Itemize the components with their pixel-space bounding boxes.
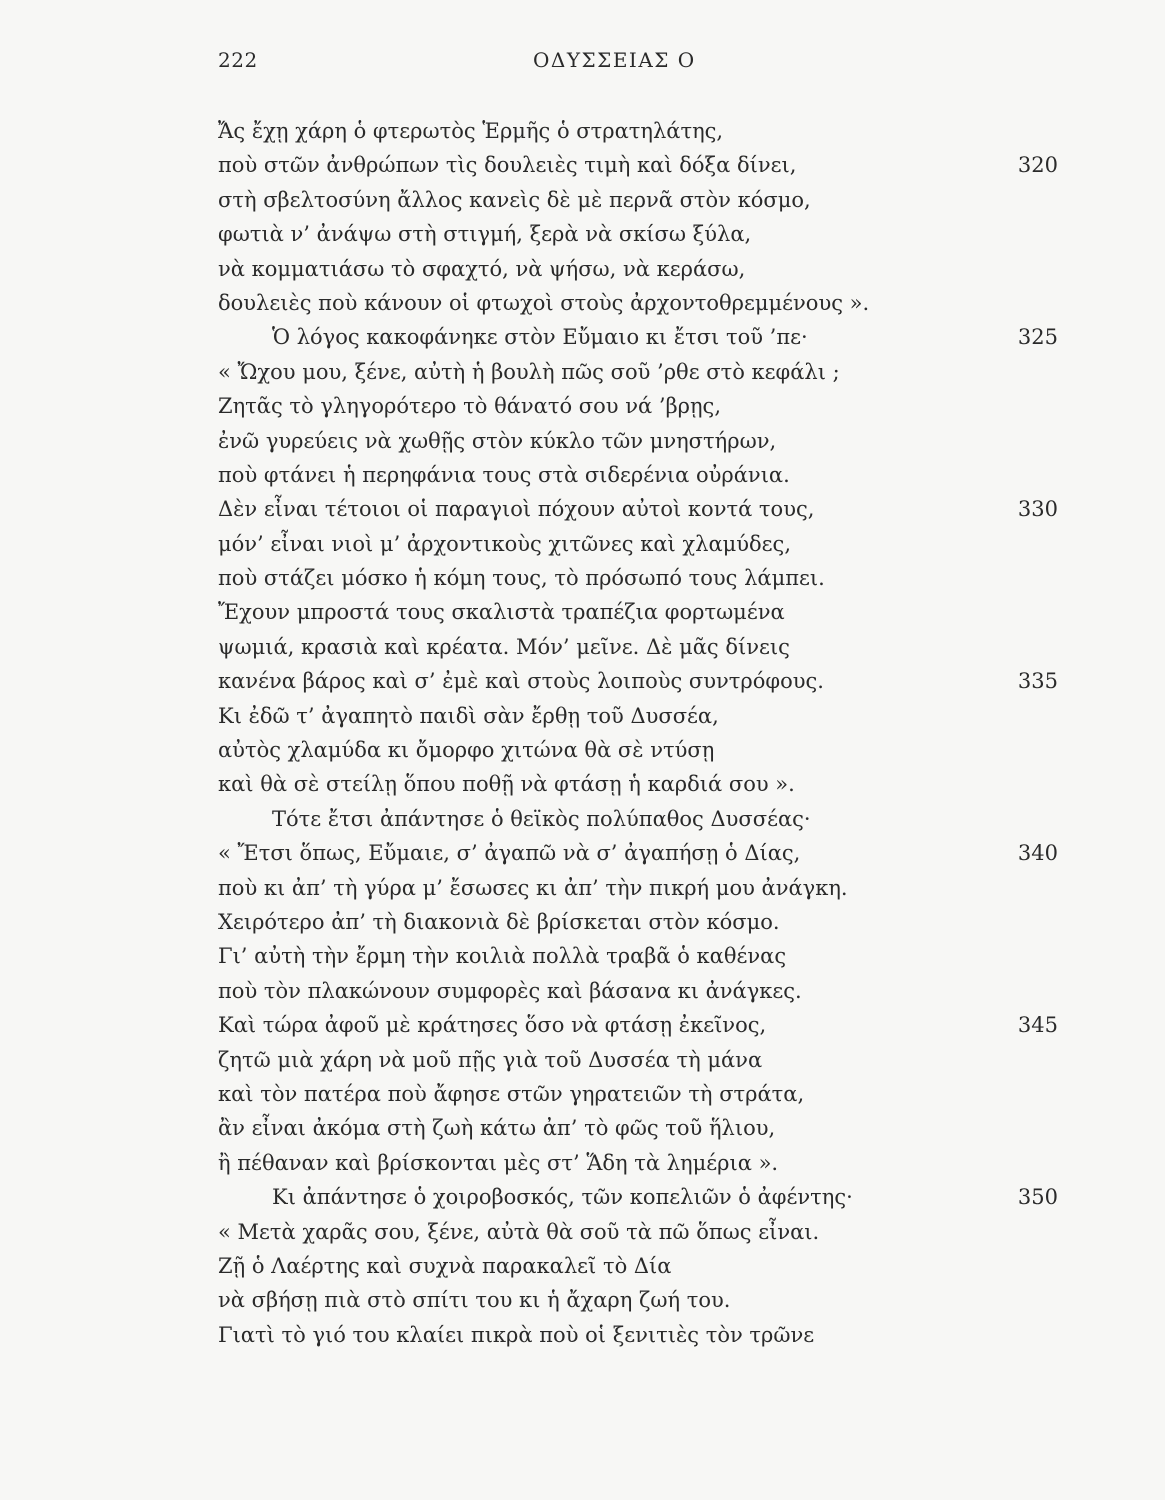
verse-line	[0, 1283, 1165, 1317]
verse-text: ποὺ τὸν πλακώνουν συμφορὲς καὶ βάσανα κι ἀνάγκες.	[218, 978, 802, 1003]
line-number: 320	[1017, 153, 1058, 178]
verse-line	[0, 1008, 1165, 1042]
line-number: 325	[1017, 325, 1058, 350]
verse-line	[0, 286, 1165, 320]
verse-text: ἐνῶ γυρεύεις νὰ χωθῇς στὸν κύκλο τῶν μνηστήρων,	[218, 428, 777, 453]
verse-text: νὰ κομματιάσω τὸ σφαχτό, νὰ ψήσω, νὰ κεράσω,	[218, 256, 746, 281]
running-title: ΟΔΥΣΣΕΙΑΣ Ο	[533, 48, 696, 72]
verse-text: Ἔχουν μπροστά τους σκαλιστὰ τραπέζια φορτωμένα	[218, 600, 785, 625]
verse-text: ἂν εἶναι ἀκόμα στὴ ζωὴ κάτω ἀπ’ τὸ φῶς τοῦ ἥλιου,	[218, 1116, 776, 1141]
verse-line	[0, 630, 1165, 664]
verse-text: στὴ σβελτοσύνη ἄλλος κανεὶς δὲ μὲ περνᾶ στὸν κόσμο,	[218, 187, 811, 212]
verse-text: καὶ τὸν πατέρα ποὺ ἄφησε στῶν γηρατειῶν τὴ στράτα,	[218, 1081, 805, 1106]
verse-text: ζητῶ μιὰ χάρη νὰ μοῦ πῇς γιὰ τοῦ Δυσσέα τὴ μάνα	[218, 1047, 763, 1072]
page-number: 222	[218, 48, 258, 72]
verse-line	[0, 183, 1165, 217]
verse-line	[0, 1249, 1165, 1283]
verse-line	[0, 355, 1165, 389]
verse-line	[0, 1318, 1165, 1352]
line-number: 350	[1017, 1185, 1058, 1210]
verse-line	[0, 699, 1165, 733]
verse-line	[0, 492, 1165, 526]
verse-line	[0, 252, 1165, 286]
verse-line	[0, 217, 1165, 251]
verse-line	[0, 527, 1165, 561]
verse-text: Κι ἐδῶ τ’ ἀγαπητὸ παιδὶ σὰν ἔρθῃ τοῦ Δυσσέα,	[218, 703, 719, 728]
verse-line	[0, 1043, 1165, 1077]
verse-text: Ὁ λόγος κακοφάνηκε στὸν Εὔμαιο κι ἔτσι τοῦ ’πε·	[272, 325, 808, 350]
verse-line	[0, 320, 1165, 354]
verse-text: « Μετὰ χαρᾶς σου, ξένε, αὐτὰ θὰ σοῦ τὰ πῶ ὅπως εἶναι.	[218, 1219, 820, 1244]
line-number: 345	[1017, 1013, 1058, 1038]
verse-line	[0, 424, 1165, 458]
verse-line	[0, 939, 1165, 973]
verse-line	[0, 664, 1165, 698]
verse-text: νὰ σβήσῃ πιὰ στὸ σπίτι του κι ἡ ἄχαρη ζωή του.	[218, 1288, 731, 1313]
verse-text: Ἄς ἔχῃ χάρη ὁ φτερωτὸς Ἑρμῆς ὁ στρατηλάτης,	[218, 119, 724, 143]
verse-text: ποὺ στῶν ἀνθρώπων τὶς δουλειὲς τιμὴ καὶ δόξα δίνει,	[218, 153, 797, 178]
verse-text: ποὺ κι ἀπ’ τὴ γύρα μ’ ἔσωσες κι ἀπ’ τὴν πικρή μου ἀνάγκη.	[218, 875, 848, 900]
verse-line	[0, 458, 1165, 492]
verse-text: ποὺ στάζει μόσκο ἡ κόμη τους, τὸ πρόσωπό τους λάμπει.	[218, 566, 825, 591]
verse-text: ψωμιά, κρασιὰ καὶ κρέατα. Μόν’ μεῖνε. Δὲ μᾶς δίνεις	[218, 634, 790, 659]
verse-text: Τότε ἔτσι ἀπάντησε ὁ θεϊκὸς πολύπαθος Δυσσέας·	[272, 806, 811, 831]
verse-text: Γιατὶ τὸ γιό του κλαίει πικρὰ ποὺ οἱ ξενιτιὲς τὸν τρῶνε	[218, 1322, 815, 1347]
verse-text: Κι ἀπάντησε ὁ χοιροβοσκός, τῶν κοπελιῶν ὁ ἀφέντης·	[272, 1185, 853, 1210]
verse-text: αὐτὸς χλαμύδα κι ὄμορφο χιτώνα θὰ σὲ ντύσῃ	[218, 738, 715, 763]
verse-line	[0, 767, 1165, 801]
verse-line	[0, 871, 1165, 905]
verse-text: φωτιὰ ν’ ἀνάψω στὴ στιγμή, ξερὰ νὰ σκίσω ξύλα,	[218, 222, 752, 247]
verse-line	[0, 1215, 1165, 1249]
verse-line	[0, 1077, 1165, 1111]
verse-line	[0, 561, 1165, 595]
verse-text: μόν’ εἶναι νιοὶ μ’ ἀρχοντικοὺς χιτῶνες καὶ χλαμύδες,	[218, 531, 791, 556]
verse-line	[0, 114, 1165, 148]
page-header	[218, 48, 738, 78]
line-number: 340	[1017, 841, 1058, 866]
verse-line	[0, 1146, 1165, 1180]
verse-text: δουλειὲς ποὺ κάνουν οἱ φτωχοὶ στοὺς ἀρχοντοθρεμμένους ».	[218, 290, 870, 315]
verse-line	[0, 148, 1165, 182]
verse-text: Δὲν εἶναι τέτοιοι οἱ παραγιοὶ πόχουν αὐτοὶ κοντά τους,	[218, 497, 815, 522]
verse-text: ποὺ φτάνει ἡ περηφάνια τους στὰ σιδερένια οὐράνια.	[218, 462, 790, 487]
verse-text: Καὶ τώρα ἀφοῦ μὲ κράτησες ὅσο νὰ φτάσῃ ἐκεῖνος,	[218, 1013, 767, 1038]
verse-text: ἢ πέθαναν καὶ βρίσκονται μὲς στ’ Ἅδη τὰ λημέρια ».	[218, 1150, 779, 1175]
verse-line	[0, 1111, 1165, 1145]
verse-line	[0, 836, 1165, 870]
verse-text: « Ἔτσι ὅπως, Εὔμαιε, σ’ ἀγαπῶ νὰ σ’ ἀγαπήσῃ ὁ Δίας,	[218, 841, 801, 866]
verse-line	[0, 974, 1165, 1008]
verse-text: « Ὤχου μου, ξένε, αὐτὴ ἡ βουλὴ πῶς σοῦ ’ρθε στὸ κεφάλι ;	[218, 359, 840, 384]
line-number: 335	[1017, 669, 1058, 694]
verse-text: Ζῇ ὁ Λαέρτης καὶ συχνὰ παρακαλεῖ τὸ Δία	[218, 1253, 672, 1278]
verse-text: κανένα βάρος καὶ σ’ ἐμὲ καὶ στοὺς λοιποὺς συντρόφους.	[218, 669, 824, 694]
verse-text: Γι’ αὐτὴ τὴν ἔρμη τὴν κοιλιὰ πολλὰ τραβᾶ ὁ καθένας	[218, 944, 787, 969]
verse-line	[0, 389, 1165, 423]
verse-text: Ζητᾶς τὸ γληγορότερο τὸ θάνατό σου νά ’βρῃς,	[218, 394, 721, 419]
verse-line	[0, 802, 1165, 836]
verse-line	[0, 905, 1165, 939]
verse-line	[0, 1180, 1165, 1214]
verse-line	[0, 733, 1165, 767]
verse-text: Χειρότερο ἀπ’ τὴ διακονιὰ δὲ βρίσκεται στὸν κόσμο.	[218, 909, 780, 934]
verse-line	[0, 595, 1165, 629]
verse-text: καὶ θὰ σὲ στείλῃ ὅπου ποθῇ νὰ φτάσῃ ἡ καρδιά σου ».	[218, 772, 795, 797]
line-number: 330	[1017, 497, 1058, 522]
verse-block	[0, 114, 1165, 1352]
